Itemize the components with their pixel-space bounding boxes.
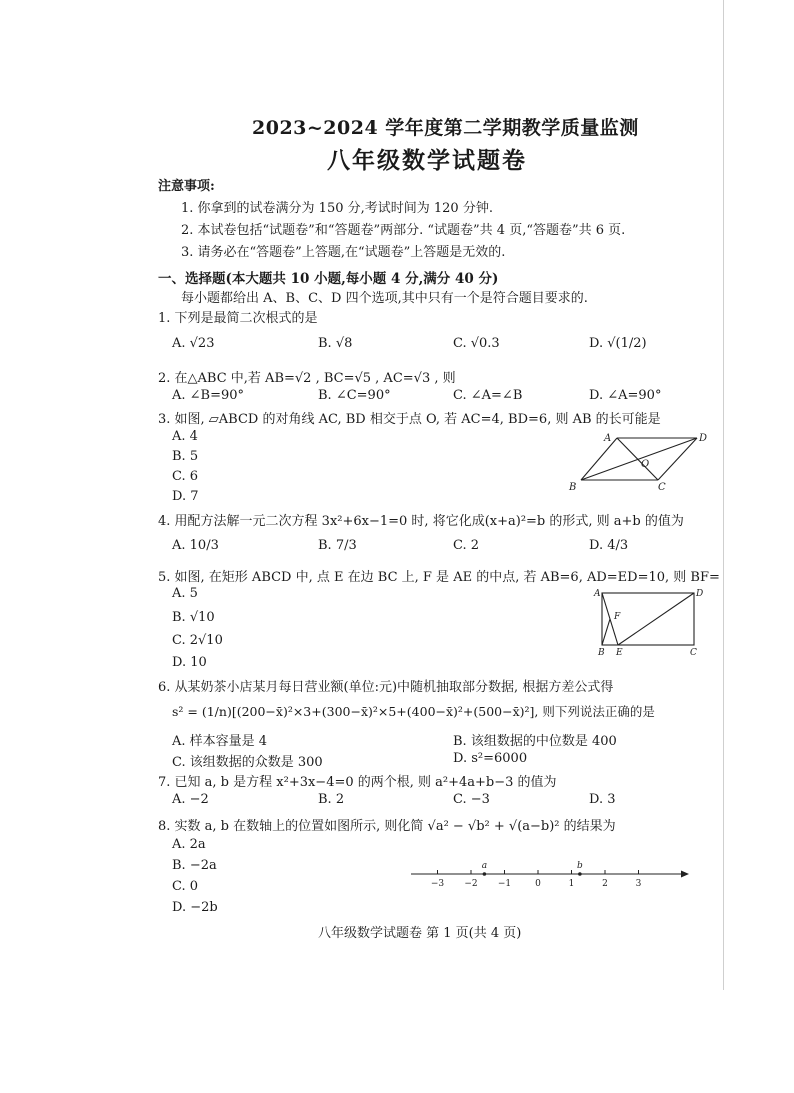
q1-option-c: C. √0.3: [453, 336, 500, 351]
number-line-tick-label: 0: [535, 879, 541, 889]
q3-option-d: D. 7: [172, 489, 199, 504]
q4-option-d: D. 4/3: [589, 538, 629, 553]
number-line-tick-label: 2: [602, 879, 608, 889]
number-line-tick-label: −1: [497, 879, 512, 889]
q6-stem: 6. 从某奶茶小店某月每日营业额(单位:元)中随机抽取部分数据, 根据方差公式得: [158, 680, 614, 695]
q7-option-a: A. −2: [172, 792, 209, 807]
q7-option-d: D. 3: [589, 792, 616, 807]
label-a: A: [594, 589, 601, 599]
label-d: D: [699, 433, 708, 444]
label-o: O: [641, 459, 650, 470]
q2-option-c: C. ∠A=∠B: [453, 388, 523, 403]
q5-stem: 5. 如图, 在矩形 ABCD 中, 点 E 在边 BC 上, F 是 AE 的中点, 若 AB=6, AD=ED=10, 则 BF=: [158, 570, 720, 585]
q1-stem: 1. 下列是最简二次根式的是: [158, 311, 318, 326]
q5-option-b: B. √10: [172, 610, 215, 625]
edge-dc: [658, 438, 697, 480]
number-line-figure: [405, 858, 695, 894]
q3-stem: 3. 如图, ▱ABCD 的对角线 AC, BD 相交于点 O, 若 AC=4, BD=6, 则 AB 的长可能是: [158, 412, 661, 427]
q7-option-b: B. 2: [318, 792, 345, 807]
label-f: F: [614, 612, 621, 622]
label-b: B: [569, 482, 577, 493]
rectangle-figure: [590, 585, 708, 657]
q6-option-c: C. 该组数据的众数是 300: [172, 755, 323, 770]
paper-edge: [723, 0, 724, 990]
q5-option-d: D. 10: [172, 655, 207, 670]
label-a: A: [604, 433, 612, 444]
exam-title: 2023~2024 学年度第二学期教学质量监测: [252, 117, 639, 139]
q1-option-d: D. √(1/2): [589, 336, 647, 351]
point-a-label: a: [481, 861, 488, 871]
q6-option-d: D. s²=6000: [453, 751, 528, 766]
segment-ed: [618, 593, 694, 645]
number-line-tick-label: 3: [635, 879, 642, 889]
point-b-label: b: [576, 861, 583, 871]
number-line-arrow: [681, 871, 689, 878]
point-b-marker: [578, 872, 582, 876]
q3-option-b: B. 5: [172, 449, 199, 464]
number-line-tick-label: −3: [430, 879, 445, 889]
q1-option-a: A. √23: [172, 336, 215, 351]
section-instruction: 每小题都给出 A、B、C、D 四个选项,其中只有一个是符合题目要求的.: [181, 291, 588, 306]
notes-heading: 注意事项:: [158, 179, 215, 194]
label-c: C: [658, 482, 666, 493]
q3-option-c: C. 6: [172, 469, 199, 484]
q2-option-d: D. ∠A=90°: [589, 388, 662, 403]
number-line-tick-label: −2: [464, 879, 478, 889]
q8-option-c: C. 0: [172, 879, 199, 894]
q1-option-b: B. √8: [318, 336, 353, 351]
point-a-marker: [483, 872, 487, 876]
q2-option-a: A. ∠B=90°: [172, 388, 245, 403]
q8-stem: 8. 实数 a, b 在数轴上的位置如图所示, 则化简 √a² − √b² + √(a−b)² 的结果为: [158, 819, 616, 834]
note-item-1: 1. 你拿到的试卷满分为 150 分,考试时间为 120 分钟.: [181, 201, 493, 216]
q7-stem: 7. 已知 a, b 是方程 x²+3x−4=0 的两个根, 则 a²+4a+b−3 的值为: [158, 775, 557, 790]
label-c: C: [690, 648, 697, 657]
q6-formula: s² = (1/n)[(200−x̄)²×3+(300−x̄)²×5+(400−x̄)²+(500−x̄)²], 则下列说法正确的是: [172, 704, 655, 719]
q8-option-b: B. −2a: [172, 858, 217, 873]
parallelogram-figure: [566, 430, 708, 496]
q6-option-b: B. 该组数据的中位数是 400: [453, 734, 617, 749]
note-item-2: 2. 本试卷包括“试题卷”和“答题卷”两部分. “试题卷”共 4 页,“答题卷”共 6 页.: [181, 223, 626, 238]
label-b: B: [598, 648, 605, 657]
q4-option-a: A. 10/3: [172, 538, 219, 553]
q5-option-c: C. 2√10: [172, 633, 223, 648]
label-e: E: [616, 648, 623, 657]
exam-subtitle: 八年级数学试题卷: [327, 147, 527, 174]
q3-option-a: A. 4: [172, 429, 198, 444]
q6-option-a: A. 样本容量是 4: [172, 734, 268, 749]
q8-option-a: A. 2a: [172, 837, 206, 852]
segment-bf: [602, 619, 610, 645]
q8-option-d: D. −2b: [172, 900, 218, 915]
q2-stem: 2. 在△ABC 中,若 AB=√2 , BC=√5 , AC=√3 , 则: [158, 371, 456, 386]
page-footer: 八年级数学试题卷 第 1 页(共 4 页): [318, 926, 522, 941]
q4-option-b: B. 7/3: [318, 538, 357, 553]
label-d: D: [696, 589, 704, 599]
q4-stem: 4. 用配方法解一元二次方程 3x²+6x−1=0 时, 将它化成(x+a)²=b 的形式, 则 a+b 的值为: [158, 514, 684, 529]
number-line-tick-label: 1: [568, 879, 575, 889]
section-heading: 一、选择题(本大题共 10 小题,每小题 4 分,满分 40 分): [158, 271, 499, 287]
q4-option-c: C. 2: [453, 538, 480, 553]
q5-option-a: A. 5: [172, 586, 198, 601]
q7-option-c: C. −3: [453, 792, 490, 807]
q2-option-b: B. ∠C=90°: [318, 388, 391, 403]
note-item-3: 3. 请务必在“答题卷”上答题,在“试题卷”上答题是无效的.: [181, 245, 506, 260]
